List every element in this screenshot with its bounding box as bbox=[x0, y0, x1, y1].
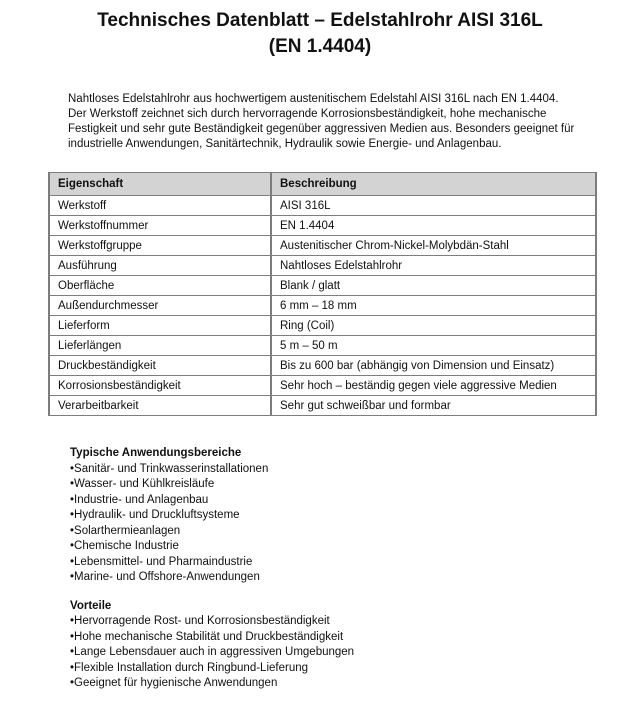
value-cell: Bis zu 600 bar (abhängig von Dimension und Einsatz) bbox=[271, 356, 596, 376]
property-column-header: Eigenschaft bbox=[49, 173, 271, 196]
property-cell: Korrosionsbeständigkeit bbox=[49, 376, 271, 396]
table-row bbox=[49, 356, 596, 376]
applications-section bbox=[70, 446, 640, 586]
list-item: • Wasser- und Kühlkreisläufe bbox=[70, 477, 640, 493]
list-item: • Sanitär- und Trinkwasserinstallationen bbox=[70, 462, 640, 478]
property-cell: Werkstoffgruppe bbox=[49, 236, 271, 256]
advantages-list bbox=[70, 614, 640, 692]
value-cell: 6 mm – 18 mm bbox=[271, 296, 596, 316]
list-item: • Flexible Installation durch Ringbund-Lieferung bbox=[70, 661, 640, 677]
advantages-section bbox=[70, 599, 640, 692]
applications-list bbox=[70, 462, 640, 586]
table-row bbox=[49, 376, 596, 396]
value-cell: Blank / glatt bbox=[271, 276, 596, 296]
property-cell: Außendurchmesser bbox=[49, 296, 271, 316]
list-item: • Hervorragende Rost- und Korrosionsbeständigkeit bbox=[70, 614, 640, 630]
table-row bbox=[49, 316, 596, 336]
spec-table-body bbox=[49, 196, 596, 416]
value-cell: 5 m – 50 m bbox=[271, 336, 596, 356]
list-item: • Solarthermieanlagen bbox=[70, 524, 640, 540]
page-title bbox=[0, 0, 640, 60]
list-item: • Lange Lebensdauer auch in aggressiven Umgebungen bbox=[70, 645, 640, 661]
spec-table bbox=[48, 172, 597, 416]
table-row bbox=[49, 396, 596, 416]
title-line-2: (EN 1.4404) bbox=[268, 36, 372, 57]
property-cell: Lieferlängen bbox=[49, 336, 271, 356]
applications-heading: Typische Anwendungsbereiche bbox=[70, 447, 242, 459]
intro-paragraph: Nahtloses Edelstahlrohr aus hochwertigem austenitischem Edelstahl AISI 316L nach EN 1.4404. Der Werkstoff zeichnet sich durch hervorragende Korrosionsbeständigkeit, hohe mechanische Festigkeit und sehr gute Beständigkeit gegenüber aggressiven Medien aus. Besonders geeignet für industrielle Anwendungen, Sanitärtechnik, Hydraulik sowie Energie- und Anlagenbau. bbox=[68, 93, 575, 150]
value-cell: Nahtloses Edelstahlrohr bbox=[271, 256, 596, 276]
table-row bbox=[49, 196, 596, 216]
table-row bbox=[49, 256, 596, 276]
title-line-1: Technisches Datenblatt – Edelstahlrohr AISI 316L bbox=[97, 10, 543, 31]
value-cell: Austenitischer Chrom-Nickel-Molybdän-Stahl bbox=[271, 236, 596, 256]
value-cell: AISI 316L bbox=[271, 196, 596, 216]
table-row bbox=[49, 336, 596, 356]
description-column-header: Beschreibung bbox=[271, 173, 596, 196]
table-row bbox=[49, 276, 596, 296]
list-item: • Geeignet für hygienische Anwendungen bbox=[70, 676, 640, 692]
list-item: • Industrie- und Anlagenbau bbox=[70, 493, 640, 509]
property-cell: Lieferform bbox=[49, 316, 271, 336]
property-cell: Druckbeständigkeit bbox=[49, 356, 271, 376]
property-cell: Oberfläche bbox=[49, 276, 271, 296]
property-cell: Ausführung bbox=[49, 256, 271, 276]
table-row bbox=[49, 296, 596, 316]
value-cell: Ring (Coil) bbox=[271, 316, 596, 336]
property-cell: Werkstoff bbox=[49, 196, 271, 216]
advantages-heading: Vorteile bbox=[70, 599, 112, 612]
value-cell: EN 1.4404 bbox=[271, 216, 596, 236]
list-item: • Marine- und Offshore-Anwendungen bbox=[70, 570, 640, 586]
value-cell: Sehr gut schweißbar und formbar bbox=[271, 396, 596, 416]
value-cell: Sehr hoch – beständig gegen viele aggressive Medien bbox=[271, 376, 596, 396]
table-row bbox=[49, 216, 596, 236]
table-header-row bbox=[49, 173, 596, 196]
list-item: • Chemische Industrie bbox=[70, 539, 640, 555]
property-cell: Werkstoffnummer bbox=[49, 216, 271, 236]
list-item: • Hydraulik- und Druckluftsysteme bbox=[70, 508, 640, 524]
list-item: • Hohe mechanische Stabilität und Druckbeständigkeit bbox=[70, 630, 640, 646]
list-item: • Lebensmittel- und Pharmaindustrie bbox=[70, 555, 640, 571]
table-row bbox=[49, 236, 596, 256]
property-cell: Verarbeitbarkeit bbox=[49, 396, 271, 416]
